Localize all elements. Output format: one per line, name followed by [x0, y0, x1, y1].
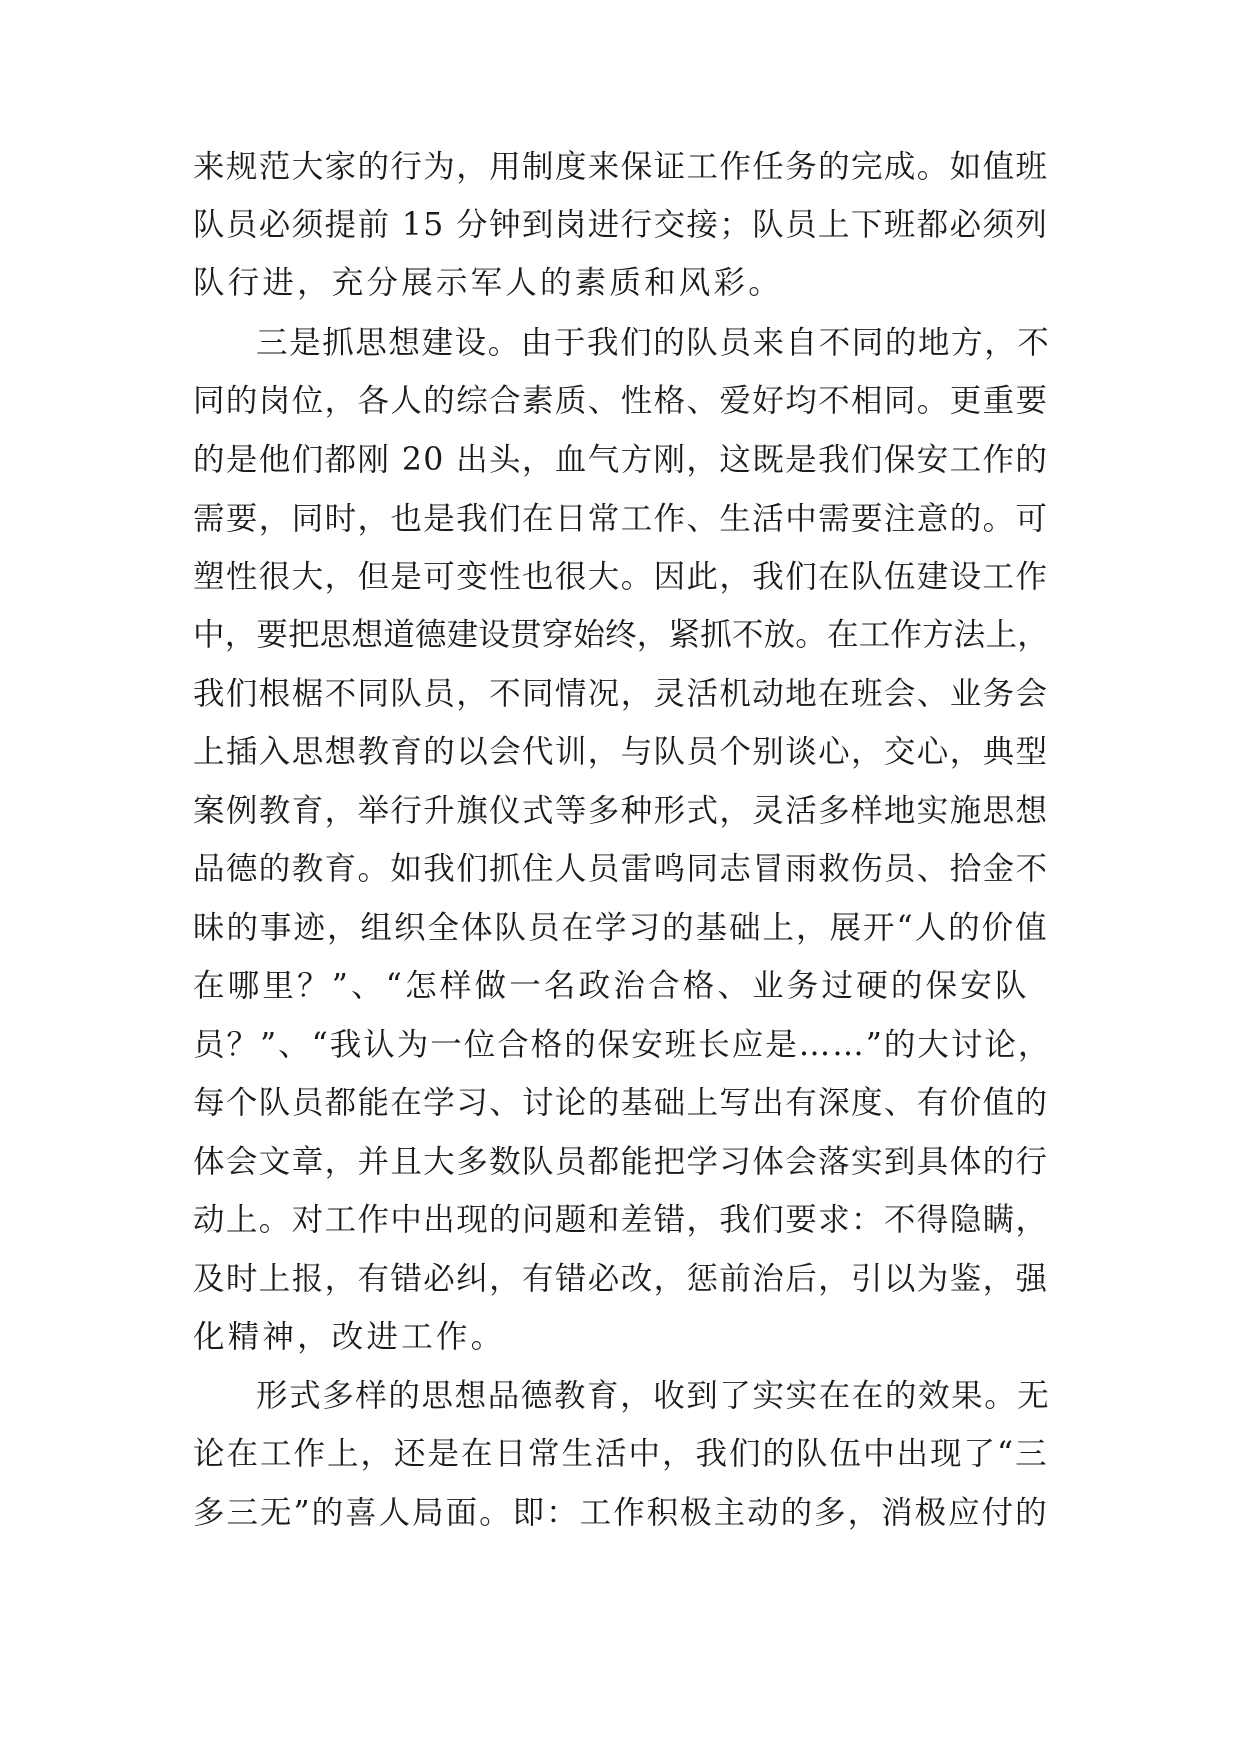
text-line: 中，要把思想道德建设贯穿始终，紧抓不放。在工作方法上， — [193, 617, 1049, 653]
paragraph-start-line: 三是抓思想建设。由于我们的队员来自不同的地方，不 — [256, 325, 1051, 361]
text-line: 论在工作上，还是在日常生活中，我们的队伍中出现了“三 — [193, 1436, 1049, 1472]
text-line: 上插入思想教育的以会代训，与队员个别谈心，交心，典型 — [193, 734, 1049, 770]
text-line: 品德的教育。如我们抓住人员雷鸣同志冒雨救伤员、拾金不 — [193, 851, 1049, 887]
text-line: 多三无”的喜人局面。即：工作积极主动的多，消极应付的 — [193, 1495, 1049, 1531]
text-line: 队员必须提前 15 分钟到岗进行交接；队员上下班都必须列 — [193, 207, 1049, 243]
text-line: 案例教育，举行升旗仪式等多种形式，灵活多样地实施思想 — [193, 793, 1049, 829]
text-line: 及时上报，有错必纠，有错必改，惩前治后，引以为鉴，强 — [193, 1261, 1049, 1297]
text-line: 同的岗位，各人的综合素质、性格、爱好均不相同。更重要 — [193, 383, 1049, 419]
text-line: 来规范大家的行为，用制度来保证工作任务的完成。如值班 — [193, 149, 1049, 185]
text-line: 我们根椐不同队员，不同情况，灵活机动地在班会、业务会 — [193, 676, 1049, 712]
paragraph-start-line: 形式多样的思想品德教育，收到了实实在在的效果。无 — [256, 1378, 1051, 1414]
text-line: 动上。对工作中出现的问题和差错，我们要求：不得隐瞒， — [193, 1202, 1049, 1238]
text-line: 队行进，充分展示军人的素质和风彩。 — [193, 265, 783, 301]
text-line: 的是他们都刚 20 出头，血气方刚，这既是我们保安工作的 — [193, 442, 1049, 478]
text-line: 体会文章，并且大多数队员都能把学习体会落实到具体的行 — [193, 1144, 1049, 1180]
text-line: 需要，同时，也是我们在日常工作、生活中需要注意的。可 — [193, 501, 1049, 537]
text-line: 员？”、“我认为一位合格的保安班长应是……”的大讨论， — [193, 1027, 1052, 1063]
text-line: 化精神，改进工作。 — [193, 1319, 506, 1355]
text-line: 在哪里？”、“怎样做一名政治合格、业务过硬的保安队 — [193, 968, 1030, 1004]
text-line: 塑性很大，但是可变性也很大。因此，我们在队伍建设工作 — [193, 559, 1049, 595]
text-line: 昧的事迹，组织全体队员在学习的基础上，展开“人的价值 — [193, 910, 1049, 946]
text-line: 每个队员都能在学习、讨论的基础上写出有深度、有价值的 — [193, 1085, 1049, 1121]
